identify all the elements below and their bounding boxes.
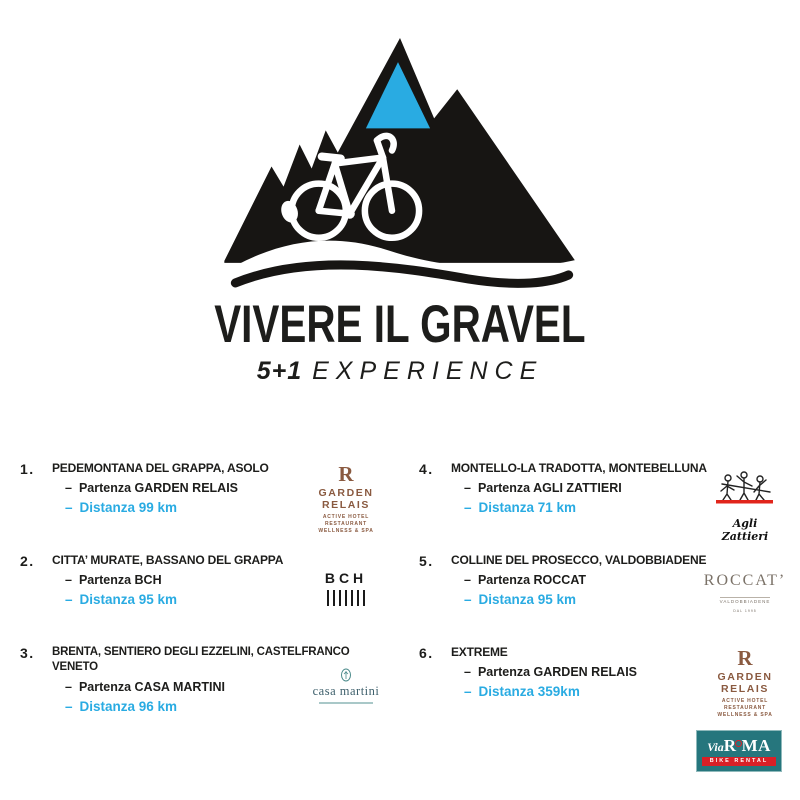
roccat-name: ROCCAT’	[703, 572, 787, 589]
distanza-text: Distanza 71 km	[478, 500, 577, 515]
routes-column-left	[20, 460, 389, 772]
sponsor-logo-agli-zattieri	[708, 464, 782, 543]
sponsor-logo-garden-relais	[309, 464, 383, 535]
garden-relais-monogram-icon: R	[338, 462, 354, 486]
dash-bullet: –	[65, 699, 73, 714]
sponsor-logo-casa-martini	[309, 660, 383, 704]
route-number: 3.	[20, 645, 35, 661]
dash-bullet: –	[65, 481, 72, 495]
partenza-text: Partenza CASA MARTINI	[78, 680, 226, 694]
agli-zattieri-sketch-icon	[714, 466, 776, 514]
route-item-6	[419, 644, 788, 718]
garden-relais-tagline: ACTIVE HOTEL RESTAURANT WELLNESS & SPA	[318, 514, 374, 534]
route-item-5	[419, 552, 788, 614]
bch-name: BCH	[324, 570, 368, 586]
event-logo	[0, 0, 800, 386]
distanza-text: Distanza 95 km	[478, 592, 577, 607]
partenza-text: Partenza GARDEN RELAIS	[477, 665, 638, 679]
route-number: 4.	[419, 461, 434, 477]
dash-bullet: –	[464, 500, 472, 515]
sponsor-logo-bch	[309, 556, 383, 606]
route-title: PEDEMONTANA DEL GRAPPA, ASOLO	[52, 461, 269, 475]
casa-martini-name: casa martini	[312, 684, 380, 698]
route-number: 6.	[419, 645, 434, 661]
viaroma-wheel-icon	[735, 740, 742, 747]
sponsor-logo-viaroma	[419, 730, 788, 772]
page-title: VIVERE IL GRAVEL	[214, 293, 586, 354]
garden-relais-name: GARDEN RELAIS	[318, 487, 374, 511]
partenza-text: Partenza ROCCAT	[477, 573, 587, 587]
partenza-text: Partenza GARDEN RELAIS	[78, 481, 239, 495]
distanza-text: Distanza 359km	[478, 684, 580, 699]
dash-bullet: –	[65, 500, 73, 515]
route-item-1	[20, 460, 389, 534]
routes-column-right	[419, 460, 788, 772]
casa-martini-tagline	[319, 702, 373, 704]
partenza-text: Partenza BCH	[78, 573, 162, 587]
subtitle-text: EXPERIENCE	[312, 357, 544, 385]
route-item-3	[20, 644, 389, 714]
dash-bullet: –	[464, 481, 471, 495]
garden-relais-monogram-icon: R	[737, 646, 753, 670]
route-number: 5.	[419, 553, 434, 569]
agli-zattieri-name: Agli Zattieri	[721, 517, 769, 543]
route-number: 1.	[20, 461, 35, 477]
garden-relais-tagline: ACTIVE HOTEL RESTAURANT WELLNESS & SPA	[717, 698, 773, 718]
casa-martini-emblem-icon	[340, 668, 352, 682]
roccat-year: DAL 1995	[733, 609, 757, 613]
roccat-subtitle: VALDOBBIADENE	[719, 599, 771, 604]
dash-bullet: –	[65, 592, 73, 607]
route-title: CITTA’ MURATE, BASSANO DEL GRAPPA	[52, 553, 284, 567]
route-title: COLLINE DEL PROSECCO, VALDOBBIADENE	[451, 553, 707, 567]
dash-bullet: –	[464, 573, 471, 587]
dash-bullet: –	[464, 665, 471, 679]
sponsor-logo-garden-relais	[708, 648, 782, 719]
sponsor-logo-roccat	[703, 556, 787, 613]
routes-list	[0, 460, 800, 772]
dash-bullet: –	[464, 592, 472, 607]
distanza-text: Distanza 96 km	[79, 699, 178, 714]
viaroma-name: ViaR MA	[707, 735, 771, 755]
bch-bars-icon	[325, 590, 367, 606]
viaroma-banner: BIKE RENTAL	[702, 757, 777, 766]
route-item-4	[419, 460, 788, 543]
dash-bullet: –	[464, 684, 472, 699]
distanza-text: Distanza 95 km	[79, 592, 178, 607]
route-title: MONTELLO-LA TRADOTTA, MONTEBELLUNA	[451, 461, 707, 475]
route-item-2	[20, 552, 389, 614]
dash-bullet: –	[65, 573, 72, 587]
distanza-text: Distanza 99 km	[79, 500, 178, 515]
route-number: 2.	[20, 553, 35, 569]
subtitle-number: 5+1	[256, 357, 303, 385]
page-subtitle	[0, 357, 800, 386]
partenza-text: Partenza AGLI ZATTIERI	[477, 481, 622, 495]
route-title: EXTREME	[451, 645, 508, 659]
garden-relais-name: GARDEN RELAIS	[717, 671, 773, 695]
route-title: BRENTA, SENTIERO DEGLI EZZELINI, CASTELFRANCO VENETO	[52, 646, 350, 673]
dash-bullet: –	[65, 680, 72, 694]
mountains-bicycle-icon	[219, 26, 581, 292]
